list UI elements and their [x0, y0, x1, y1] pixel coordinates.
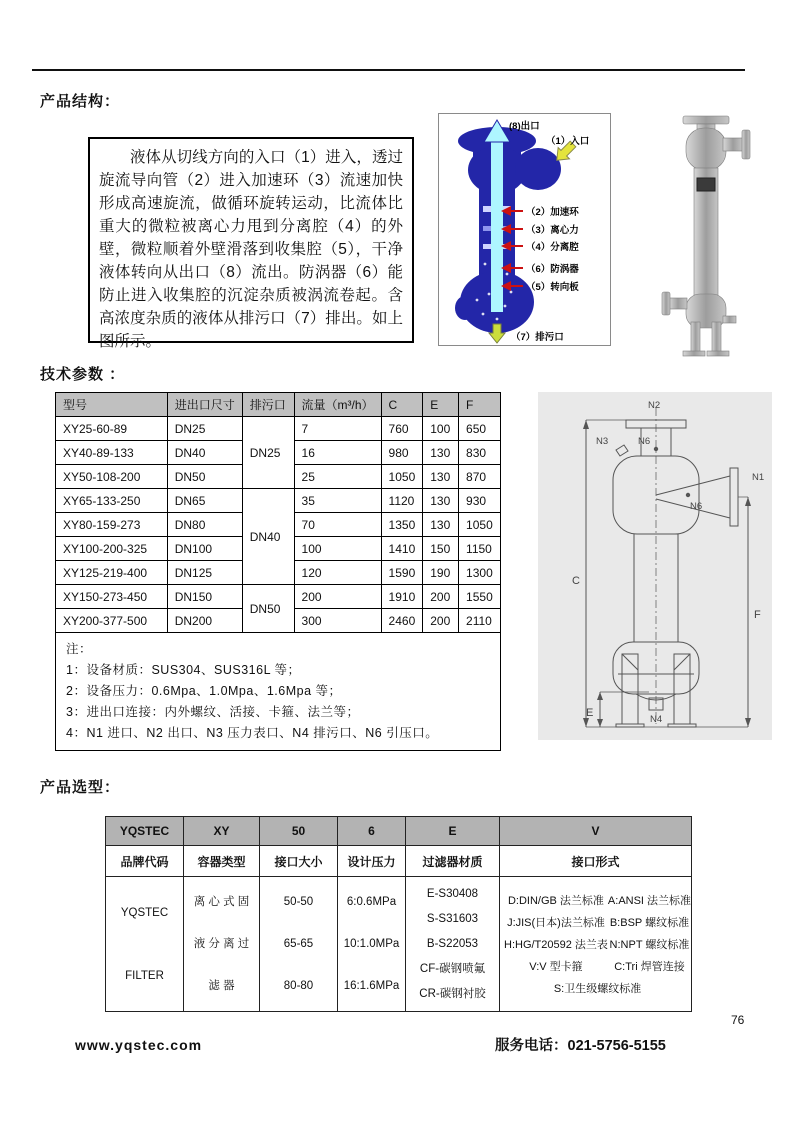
table-cell: XY150-273-450: [56, 585, 168, 609]
drawing-label-n4: N4: [650, 714, 663, 725]
selection-table: [105, 816, 692, 1012]
table-row: [56, 585, 501, 609]
tech-table-header-row: [56, 393, 501, 417]
diagram-label-drain: （7）排污口: [511, 332, 564, 343]
brand-cell: [108, 881, 181, 1007]
port-form-option: H:HG/T20592 法兰表: [504, 939, 608, 951]
table-cell: 200: [423, 585, 459, 609]
note-line: 4：N1 进口、N2 出口、N3 压力表口、N4 排污口、N6 引压口。: [66, 726, 439, 740]
selection-meaning: 设计压力: [338, 846, 406, 877]
table-cell: 650: [459, 417, 501, 441]
port-form-option: J:JIS(日本)法兰标准: [507, 917, 605, 929]
table-cell: 120: [294, 561, 381, 585]
tech-column-header: 进出口尺寸: [167, 393, 242, 417]
tech-parameters-table-wrap: [55, 392, 501, 751]
list-item: 65-65: [283, 938, 314, 950]
list-item: B-S22053: [426, 937, 479, 950]
diagram-label-accel-ring: （2）加速环: [526, 207, 579, 218]
selection-meaning: 接口形式: [500, 846, 692, 877]
drawing-label-n2: N2: [648, 400, 661, 411]
diagram-label-deflector: （5）转向板: [526, 282, 579, 293]
selection-meaning-row: [106, 846, 692, 877]
table-row: [56, 417, 501, 441]
tech-column-header: F: [459, 393, 501, 417]
table-cell: DN100: [167, 537, 242, 561]
nameplate: [697, 178, 715, 191]
table-cell: XY50-108-200: [56, 465, 168, 489]
port-size-cell: [262, 881, 335, 1007]
table-cell: 200: [423, 609, 459, 633]
table-cell: 130: [423, 489, 459, 513]
tech-column-header: E: [423, 393, 459, 417]
table-cell: 830: [459, 441, 501, 465]
drawing-dim-c: C: [572, 575, 580, 587]
notes-cell: [56, 633, 501, 751]
list-item: YQSTEC: [120, 906, 169, 919]
table-cell: DN25: [242, 417, 294, 489]
table-cell: XY25-60-89: [56, 417, 168, 441]
table-cell: XY80-159-273: [56, 513, 168, 537]
header-rule: [32, 69, 745, 71]
drawing-dim-e: E: [586, 707, 594, 719]
selection-meaning: 过滤器材质: [406, 846, 500, 877]
port-form-option: V:V 型卡箍: [529, 961, 583, 973]
tech-column-header: 型号: [56, 393, 168, 417]
selection-code: E: [406, 817, 500, 846]
table-cell: 1300: [459, 561, 501, 585]
list-item: E-S30408: [426, 887, 479, 900]
drawing-dim-f: F: [754, 609, 761, 621]
table-cell: DN125: [167, 561, 242, 585]
cyclone-cutaway-illustration: [439, 114, 610, 345]
table-cell: 980: [381, 441, 423, 465]
table-cell: XY65-133-250: [56, 489, 168, 513]
diagram-label-anti-vortex: （6）防涡器: [526, 264, 579, 275]
list-item: CR-碳钢衬胶: [419, 988, 486, 1001]
selection-code: V: [500, 817, 692, 846]
table-cell: XY125-219-400: [56, 561, 168, 585]
product-description-text: 液体从切线方向的入口（1）进入，透过旋流导向管（2）进入加速环（3）流速加快形成高速旋流，做循环旋转运动，比流体比重大的微粒被离心力甩到分离腔（4）的外壁，微粒顺着外壁滑落到收集腔（5），干净液体转向从出口（8）流出。防涡器（6）能防止进入收集腔的沉淀杂质被涡流卷起。含高浓度杂质的液体从排污口（7）排出。如上图所示。: [99, 149, 403, 350]
table-cell: 1350: [381, 513, 423, 537]
table-cell: DN150: [167, 585, 242, 609]
table-cell: 35: [294, 489, 381, 513]
product-description-box: [88, 137, 414, 350]
table-cell: XY100-200-325: [56, 537, 168, 561]
table-cell: 100: [423, 417, 459, 441]
table-cell: 1910: [381, 585, 423, 609]
section-heading-selection: 产品选型：: [40, 779, 121, 796]
tech-column-header: 排污口: [242, 393, 294, 417]
tech-parameters-table: [55, 392, 501, 751]
structure-diagram: [438, 113, 611, 346]
selection-code: YQSTEC: [106, 817, 184, 846]
table-cell: 930: [459, 489, 501, 513]
list-item: 滤 器: [208, 980, 235, 992]
table-cell: 130: [423, 513, 459, 537]
table-cell: 190: [423, 561, 459, 585]
section-heading-tech: 技术参数 ：: [40, 366, 126, 383]
table-cell: 200: [294, 585, 381, 609]
port-form-option: D:DIN/GB 法兰标准: [507, 895, 604, 907]
table-cell: 130: [423, 465, 459, 489]
table-cell: 130: [423, 441, 459, 465]
note-line: 3：进出口连接：内外螺纹、活接、卡箍、法兰等；: [66, 705, 360, 719]
table-cell: 7: [294, 417, 381, 441]
tech-table-body: [56, 417, 501, 751]
port-form-option: S:卫生级螺纹标准: [553, 983, 642, 995]
port-form-option: A:ANSI 法兰标准: [607, 895, 692, 907]
list-item: 6:0.6MPa: [346, 896, 397, 908]
list-item: 16:1.6MPa: [343, 980, 400, 992]
port-form-cell: [502, 888, 692, 1000]
table-cell: 1120: [381, 489, 423, 513]
table-row: [56, 489, 501, 513]
tech-column-header: C: [381, 393, 423, 417]
page-number: 76: [731, 1013, 745, 1027]
table-cell: DN80: [167, 513, 242, 537]
section-heading-structure: 产品结构：: [40, 93, 121, 110]
selection-meaning: 品牌代码: [106, 846, 184, 877]
table-cell: 100: [294, 537, 381, 561]
material-cell: [408, 881, 497, 1007]
selection-code: XY: [184, 817, 260, 846]
diagram-label-outlet: (8)出口: [509, 121, 540, 132]
table-cell: 1150: [459, 537, 501, 561]
selection-code: 50: [260, 817, 338, 846]
table-cell: 1410: [381, 537, 423, 561]
table-cell: XY40-89-133: [56, 441, 168, 465]
table-cell: 1550: [459, 585, 501, 609]
table-cell: 760: [381, 417, 423, 441]
selection-meaning: 容器类型: [184, 846, 260, 877]
list-item: 离 心 式 固: [193, 896, 250, 908]
list-item: 50-50: [283, 896, 314, 908]
vessel-type-cell: [186, 881, 257, 1007]
table-cell: DN50: [242, 585, 294, 633]
drawing-label-n6-inlet: N6: [690, 501, 703, 512]
port-form-option: C:Tri 焊管连接: [614, 961, 685, 973]
dimension-drawing: [538, 392, 772, 740]
list-item: 液 分 离 过: [193, 938, 250, 950]
selection-table-wrap: [105, 816, 691, 1012]
product-photo: [645, 106, 775, 364]
selection-body-row: [106, 877, 692, 1012]
drawing-label-n1: N1: [752, 472, 765, 483]
table-cell: 150: [423, 537, 459, 561]
footer-phone: 服务电话：021-5756-5155: [495, 1038, 666, 1054]
list-item: CF-碳钢喷氟: [419, 963, 486, 976]
outlet-tube-shape: [491, 140, 503, 312]
tech-column-header: 流量（m³/h）: [294, 393, 381, 417]
table-cell: 16: [294, 441, 381, 465]
note-line: 2：设备压力：0.6Mpa、1.0Mpa、1.6Mpa 等；: [66, 684, 342, 698]
table-cell: 2460: [381, 609, 423, 633]
table-cell: DN40: [242, 489, 294, 585]
table-cell: 1590: [381, 561, 423, 585]
table-cell: 70: [294, 513, 381, 537]
list-item: S-S31603: [426, 912, 479, 925]
table-cell: 1050: [459, 513, 501, 537]
table-cell: DN40: [167, 441, 242, 465]
table-cell: XY200-377-500: [56, 609, 168, 633]
selection-code: 6: [338, 817, 406, 846]
list-item: 10:1.0MPa: [343, 938, 400, 950]
note-line: 1：设备材质：SUS304、SUS316L 等；: [66, 663, 301, 677]
footer-website: www.yqstec.com: [75, 1037, 203, 1053]
table-cell: 2110: [459, 609, 501, 633]
port-form-option: B:BSP 螺纹标准: [609, 917, 690, 929]
table-cell: DN65: [167, 489, 242, 513]
drawing-label-n3: N3: [596, 436, 609, 447]
selection-code-row: [106, 817, 692, 846]
table-cell: DN200: [167, 609, 242, 633]
port-form-option: N:NPT 螺纹标准: [609, 939, 690, 951]
table-cell: 300: [294, 609, 381, 633]
table-cell: 870: [459, 465, 501, 489]
table-cell: 1050: [381, 465, 423, 489]
diagram-label-centrifugal: （3）离心力: [526, 225, 579, 236]
drawing-label-n6-top: N6: [638, 436, 651, 447]
table-cell: 25: [294, 465, 381, 489]
table-cell: DN50: [167, 465, 242, 489]
notes-row: [56, 633, 501, 751]
selection-meaning: 接口大小: [260, 846, 338, 877]
list-item: FILTER: [125, 969, 164, 982]
diagram-label-inlet: （1）入口: [546, 136, 590, 147]
table-cell: DN25: [167, 417, 242, 441]
diagram-label-separation-chamber: （4）分离腔: [526, 242, 579, 253]
note-line: 注：: [66, 642, 93, 656]
list-item: 80-80: [283, 980, 314, 992]
pressure-cell: [340, 881, 403, 1007]
